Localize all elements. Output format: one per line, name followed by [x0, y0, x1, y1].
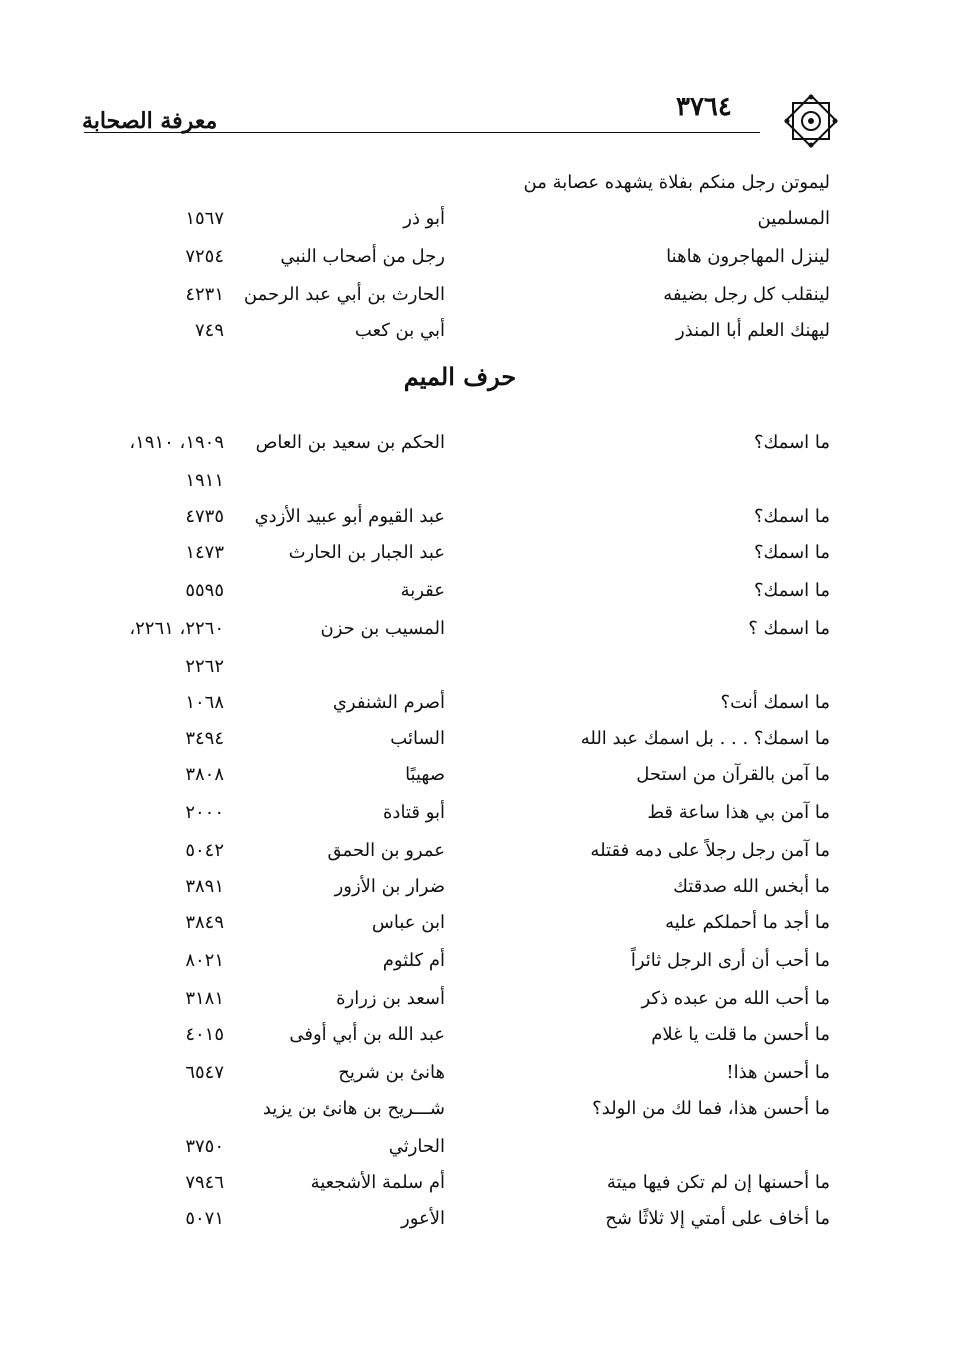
- phrase-text: ما أحسنها إن لم تكن فيها ميتة: [606, 1172, 830, 1193]
- list-item: [0, 208, 960, 244]
- hadith-number: ٣٨٠٨: [185, 764, 224, 785]
- phrase-text: ما اسمك؟: [753, 432, 830, 453]
- narrator-name: الحارثي: [388, 1136, 445, 1157]
- list-item: [0, 172, 960, 208]
- phrase-text: ما أخاف على أمتي إلا ثلاثًا شح: [605, 1208, 830, 1229]
- narrator-name: الحكم بن سعيد بن العاص: [255, 432, 445, 453]
- narrator-name: السائب: [390, 728, 445, 749]
- phrase-text: ما أحب أن أرى الرجل ثائراً: [630, 950, 830, 971]
- list-item: [0, 802, 960, 838]
- phrase-text: ليهنك العلم أبا المنذر: [675, 320, 830, 341]
- list-item: [0, 692, 960, 728]
- phrase-text: ليموتن رجل منكم بفلاة يشهده عصابة من: [523, 172, 830, 193]
- narrator-name: عمرو بن الحمق: [327, 840, 445, 861]
- list-item: [0, 618, 960, 654]
- book-title: معرفة الصحابة: [82, 108, 218, 134]
- list-item: [0, 542, 960, 578]
- hadith-number: ٨٠٢١: [185, 950, 224, 971]
- narrator-name: عبد القيوم أبو عبيد الأزدي: [254, 506, 445, 527]
- phrase-text: لينزل المهاجرون هاهنا: [666, 246, 830, 267]
- hadith-number: ٧٩٤٦: [185, 1172, 224, 1193]
- list-item: [0, 1024, 960, 1060]
- narrator-name: أم سلمة الأشجعية: [310, 1172, 445, 1193]
- section-heading: حرف الميم: [403, 362, 517, 391]
- hadith-number: ٢٢٦٠، ٢٢٦١،: [129, 618, 224, 639]
- list-item: [0, 1136, 960, 1172]
- phrase-text: ما اسمك؟: [753, 580, 830, 601]
- phrase-text: ما أحسن هذا، فما لك من الولد؟: [592, 1098, 830, 1119]
- list-item: [0, 470, 960, 506]
- phrase-text: ما اسمك؟: [753, 542, 830, 563]
- hadith-number: ٦٥٤٧: [185, 1062, 224, 1083]
- narrator-name: الحارث بن أبي عبد الرحمن: [243, 284, 445, 305]
- hadith-number: ٥٠٧١: [185, 1208, 224, 1229]
- phrase-text: ما اسمك؟ . . . بل اسمك عبد الله: [580, 728, 830, 749]
- list-item: [0, 656, 960, 692]
- hadith-number: ٥٠٤٢: [185, 840, 224, 861]
- narrator-name: رجل من أصحاب النبي: [280, 246, 445, 267]
- phrase-text: ما أجد ما أحملكم عليه: [665, 912, 830, 933]
- narrator-name: ابن عباس: [371, 912, 445, 933]
- list-item: [0, 728, 960, 764]
- hadith-number: ١٩١١: [185, 470, 224, 491]
- hadith-number: ٤٠١٥: [185, 1024, 224, 1045]
- phrase-text: ما آمن رجل رجلاً على دمه فقتله: [590, 840, 830, 861]
- list-item: [0, 840, 960, 876]
- narrator-name: أم كلثوم: [382, 950, 445, 971]
- phrase-text: ما اسمك؟: [753, 506, 830, 527]
- narrator-name: أبو قتادة: [383, 802, 445, 823]
- narrator-name: الأعور: [401, 1208, 445, 1229]
- list-item: [0, 1062, 960, 1098]
- list-item: [0, 246, 960, 282]
- narrator-name: شـــريح بن هانئ بن يزيد: [262, 1098, 445, 1119]
- phrase-text: ما أحسن ما قلت يا غلام: [651, 1024, 830, 1045]
- list-item: [0, 580, 960, 616]
- narrator-name: عبد الله بن أبي أوفى: [289, 1024, 445, 1045]
- phrase-text: ما أحسن هذا!: [726, 1062, 830, 1083]
- phrase-text: ما أبخس الله صدقتك: [673, 876, 830, 897]
- narrator-name: المسيب بن حزن: [320, 618, 445, 639]
- list-item: [0, 764, 960, 800]
- page-number: ٣٧٦٤: [676, 92, 732, 122]
- phrase-text: لينقلب كل رجل بضيفه: [663, 284, 830, 305]
- hadith-number: ٣٨٤٩: [185, 912, 224, 933]
- hadith-number: ٧٢٥٤: [185, 246, 224, 267]
- hadith-number: ٧٤٩: [194, 320, 224, 341]
- hadith-number: ١٩٠٩، ١٩١٠،: [129, 432, 224, 453]
- list-item: [0, 320, 960, 356]
- list-item: [0, 1172, 960, 1208]
- phrase-text: ما أحب الله من عبده ذكر: [641, 988, 830, 1009]
- phrase-text: ما آمن بي هذا ساعة قط: [647, 802, 830, 823]
- hadith-number: ٣٤٩٤: [185, 728, 224, 749]
- hadith-number: ١٠٦٨: [185, 692, 224, 713]
- hadith-number: ١٥٦٧: [185, 208, 224, 229]
- narrator-name: عقربة: [400, 580, 445, 601]
- hadith-number: ٣٧٥٠: [185, 1136, 224, 1157]
- list-item: [0, 912, 960, 948]
- narrator-name: أبو ذر: [403, 208, 445, 229]
- hadith-number: ٢٠٠٠: [185, 802, 224, 823]
- hadith-number: ٤٧٣٥: [185, 506, 224, 527]
- hadith-number: ٣٨٩١: [185, 876, 224, 897]
- narrator-name: عبد الجبار بن الحارث: [288, 542, 445, 563]
- narrator-name: هانئ بن شريح: [338, 1062, 445, 1083]
- phrase-text: ما اسمك أنت؟: [720, 692, 830, 713]
- narrator-name: أسعد بن زرارة: [336, 988, 445, 1009]
- list-item: [0, 284, 960, 320]
- phrase-text: ما آمن بالقرآن من استحل: [636, 764, 830, 785]
- hadith-number: ١٤٧٣: [185, 542, 224, 563]
- hadith-number: ٥٥٩٥: [185, 580, 224, 601]
- list-item: [0, 506, 960, 542]
- narrator-name: ضرار بن الأزور: [334, 876, 445, 897]
- hadith-number: ٣١٨١: [185, 988, 224, 1009]
- hadith-number: ٢٢٦٢: [185, 656, 224, 677]
- list-item: [0, 950, 960, 986]
- narrator-name: صهيبًا: [405, 764, 445, 785]
- list-item: [0, 1208, 960, 1244]
- list-item: [0, 1098, 960, 1134]
- narrator-name: أصرم الشنفري: [332, 692, 445, 713]
- hadith-number: ٤٢٣١: [185, 284, 224, 305]
- narrator-name: أبي بن كعب: [354, 320, 445, 341]
- list-item: [0, 432, 960, 468]
- phrase-text: ما اسمك ؟: [748, 618, 830, 639]
- list-item: [0, 876, 960, 912]
- phrase-text: المسلمين: [757, 208, 830, 229]
- list-item: [0, 988, 960, 1024]
